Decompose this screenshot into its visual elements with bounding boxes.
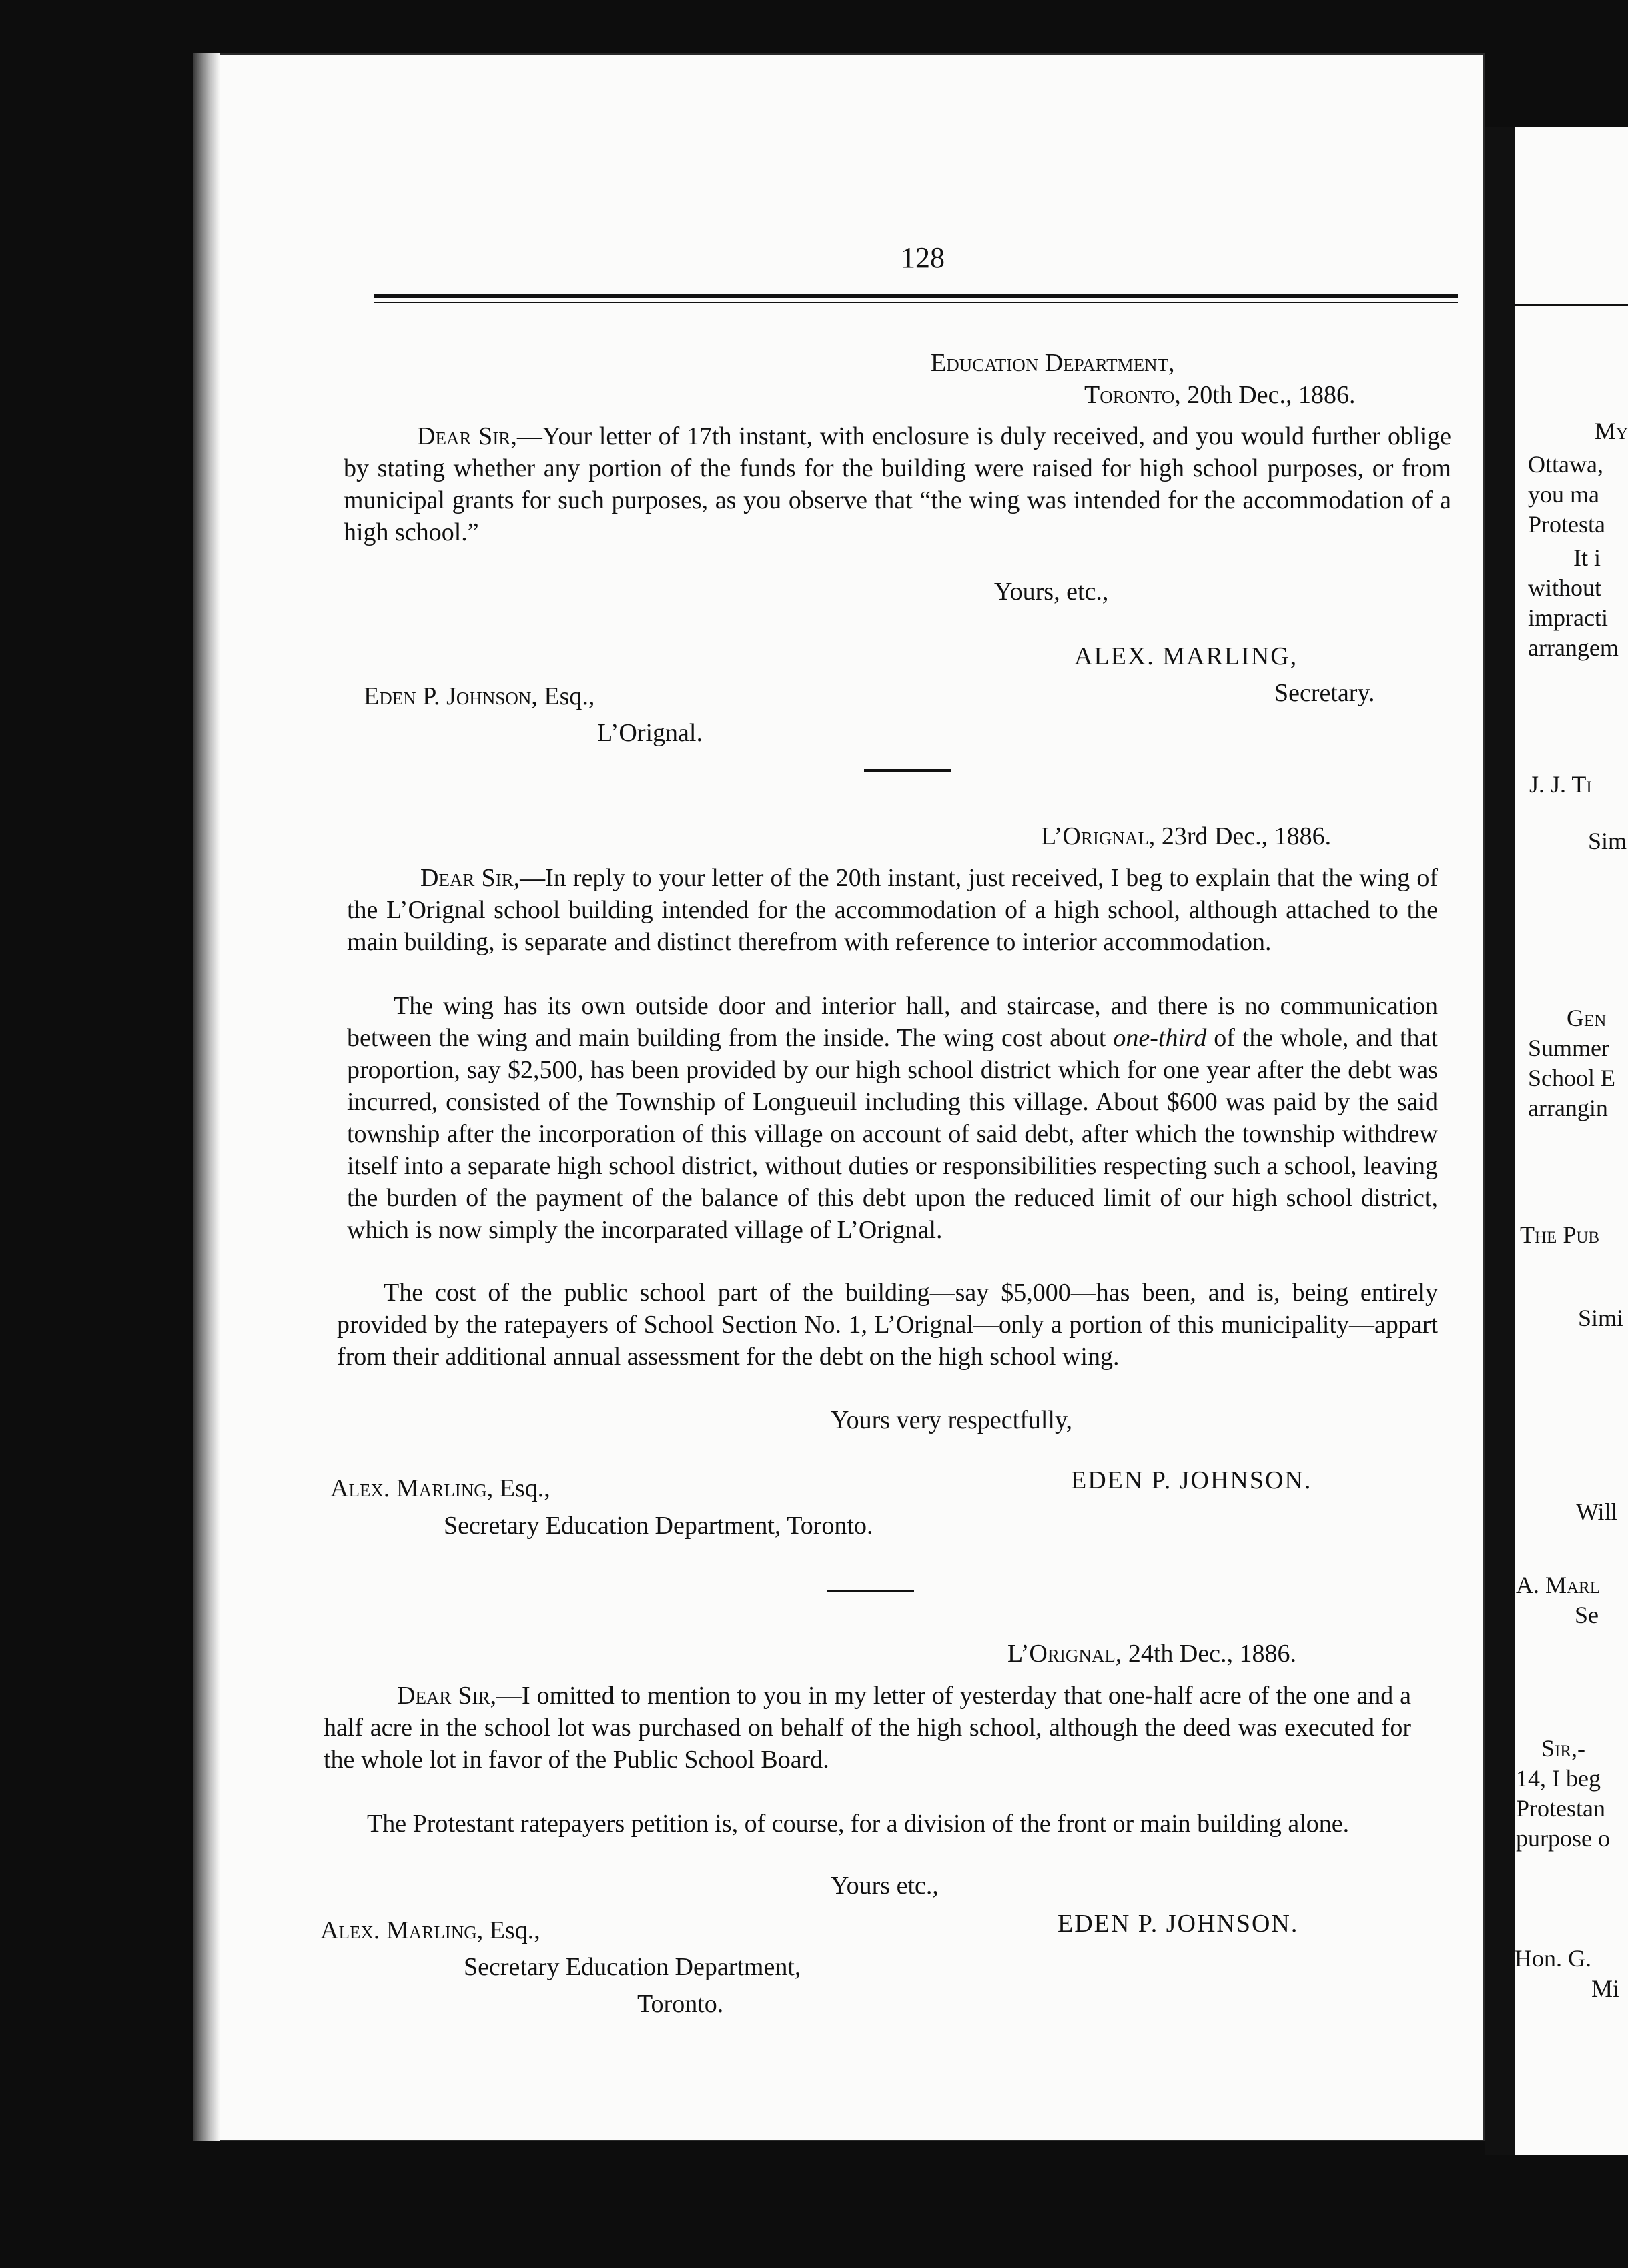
letter3-addressee-line2: Secretary Education Department, [464, 1953, 801, 1981]
adjacent-header-rule [1515, 304, 1628, 306]
adjacent-fragment: Will [1576, 1498, 1618, 1525]
adjacent-fragment: Simi [1578, 1305, 1624, 1331]
letter2-para2-text-b: of the whole, and that proportion, say $2,500, has been provided by our high school district which for one year after the debt was incurred, consisted of the Township of Longueuil including this village. About $600 was paid by the said township after the incorporation of this village on account of said debt, after which the township withdrew itself into a separate high school district, without duties or responsibilities respecting such a school, leaving the burden of the payment of the balance of this debt upon the reduced limit of our high school district, which is now simply the incorparated village of L’Orignal. [347, 1024, 1438, 1244]
letter2-paragraph-1 [347, 862, 1438, 958]
letter2-paragraph-3 [337, 1277, 1438, 1373]
letter3-addressee-name: Alex. Marling, [320, 1916, 484, 1944]
letter2-heading [1041, 824, 1331, 849]
letter3-para2-text: The Protestant ratepayers petition is, of course, for a division of the front or main building alone. [367, 1810, 1350, 1838]
letter3-signature: EDEN P. JOHNSON. [1058, 1910, 1299, 1938]
letter2-salutation: Dear Sir, [420, 864, 520, 892]
adjacent-fragment: Sim [1588, 828, 1627, 855]
letter1-addressee-suffix: Esq., [537, 682, 595, 710]
header-rule-thin [374, 302, 1458, 303]
letter1-salutation: Dear Sir, [417, 422, 517, 450]
adjacent-fragment: Mi [1591, 1975, 1620, 2002]
adjacent-fragment: Protestan [1516, 1795, 1605, 1822]
adjacent-fragment: My [1595, 418, 1628, 444]
letter2-para2-text-a: The wing has its own outside door and interior hall, and staircase, and there is no communication between the wing and main building from the inside. The wing cost about [347, 992, 1438, 1052]
letter1-heading-line2 [1084, 382, 1355, 408]
adjacent-page [1515, 127, 1628, 2155]
letter2-addressee-suffix: Esq., [493, 1474, 550, 1502]
letter1-addressee-name: Eden P. Johnson, [364, 682, 538, 710]
letter3-heading [1007, 1641, 1296, 1666]
letter1-signature-title: Secretary. [1274, 679, 1375, 707]
letter1-heading-date: 20th Dec., 1886. [1180, 381, 1356, 409]
adjacent-fragment: without [1528, 574, 1602, 601]
adjacent-fragment: School E [1528, 1065, 1615, 1091]
page-number: 128 [901, 241, 945, 274]
letter1-signature: ALEX. MARLING, [1074, 642, 1298, 670]
letter1-heading-line1: Education Department, [931, 349, 1175, 377]
adjacent-fragment: impracti [1528, 604, 1608, 631]
letter1-heading-place: Toronto, [1084, 381, 1181, 409]
letter1-addressee-place: L’Orignal. [597, 719, 703, 747]
adjacent-fragment: Se [1575, 1602, 1599, 1628]
adjacent-fragment: The Pub [1520, 1221, 1600, 1248]
letter2-signature: EDEN P. JOHNSON. [1071, 1466, 1312, 1494]
letter3-heading-place: L’Orignal, [1007, 1640, 1122, 1668]
header-rule [374, 294, 1458, 298]
adjacent-fragment: Sir,- [1541, 1735, 1586, 1762]
letter3-para1-text: —I omitted to mention to you in my letter of yesterday that one-half acre of the one and a half acre in the school lot was purchased on behalf of the high school, although the deed was executed for the whole lot in favor of the Public School Board. [324, 1682, 1412, 1774]
letter3-paragraph-2 [320, 1808, 1408, 1840]
letter3-addressee-line3: Toronto. [637, 1990, 724, 2018]
adjacent-fragment: J. J. Ti [1529, 771, 1592, 798]
adjacent-fragment: Hon. G. [1515, 1945, 1591, 1972]
letter3-closing: Yours etc., [831, 1872, 939, 1900]
letter2-heading-date: 23rd Dec., 1886. [1155, 822, 1332, 851]
adjacent-fragment: A. Marl [1516, 1572, 1601, 1598]
adjacent-fragment: arrangem [1528, 634, 1619, 661]
section-divider [827, 1590, 914, 1592]
letter2-para3-text: The cost of the public school part of the building—say $5,000—has been, and is, being entirely provided by the ratepayers of School Section No. 1, L’Orignal—only a portion of this municipality—appart from their additional annual assessment for the debt on the high school wing. [337, 1279, 1438, 1371]
letter2-addressee [330, 1476, 550, 1501]
adjacent-fragment: you ma [1528, 481, 1599, 508]
letter2-para2-emphasis: one-third [1113, 1024, 1207, 1052]
letter2-heading-place: L’Orignal, [1041, 822, 1156, 851]
letter3-addressee-suffix: Esq., [483, 1916, 540, 1944]
adjacent-fragment: arrangin [1528, 1095, 1608, 1121]
section-divider [864, 769, 951, 772]
letter3-heading-date: 24th Dec., 1886. [1122, 1640, 1297, 1668]
adjacent-fragment: It i [1573, 544, 1601, 571]
letter2-addressee-line2: Secretary Education Department, Toronto. [444, 1512, 873, 1540]
letter1-closing: Yours, etc., [994, 578, 1109, 606]
book-gutter [1485, 127, 1515, 2155]
letter1-addressee [364, 684, 594, 709]
adjacent-fragment: Summer [1528, 1035, 1609, 1061]
letter2-para1-text: —In reply to your letter of the 20th instant, just received, I beg to explain that the wing of the L’Orignal school building intended for the accommodation of a high school, although attached to the main building, is separate and distinct therefrom with reference to interior accommodation. [347, 864, 1438, 956]
letter2-addressee-name: Alex. Marling, [330, 1474, 494, 1502]
adjacent-fragment: Ottawa, [1528, 451, 1603, 478]
adjacent-fragment: purpose o [1516, 1825, 1610, 1852]
letter3-addressee [320, 1918, 540, 1943]
letter1-body [344, 420, 1451, 548]
letter2-closing: Yours very respectfully, [831, 1406, 1073, 1434]
letter2-paragraph-2 [347, 990, 1438, 1246]
letter1-body-text: —Your letter of 17th instant, with enclosure is duly received, and you would further oblige by stating whether any portion of the funds for the building were raised for high school purposes, or from municipal grants for such purposes, as you observe that “the wing was intended for the accommodation of a high school.” [344, 422, 1452, 546]
adjacent-fragment: Gen [1567, 1005, 1607, 1031]
letter3-paragraph-1 [324, 1680, 1411, 1776]
adjacent-fragment: Protesta [1528, 511, 1605, 538]
letter3-salutation: Dear Sir, [397, 1682, 497, 1710]
adjacent-fragment: 14, I beg [1516, 1765, 1601, 1792]
